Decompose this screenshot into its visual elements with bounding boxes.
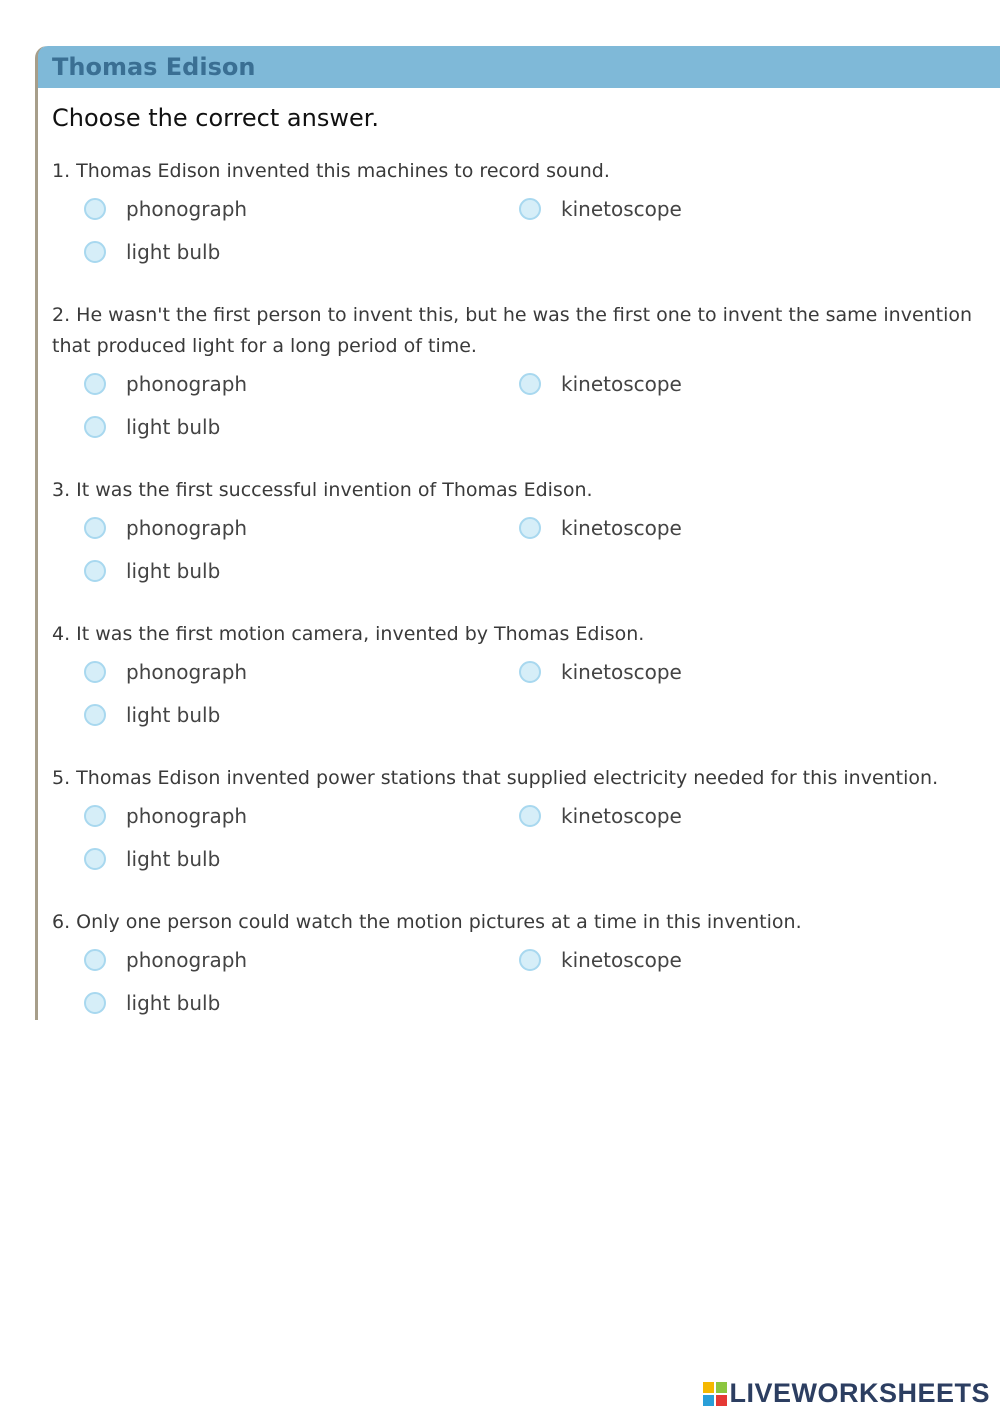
- radio-button[interactable]: [519, 661, 541, 683]
- option-label: phonograph: [126, 804, 248, 828]
- option-kinetoscope[interactable]: [519, 660, 682, 684]
- logo-text: LIVEWORKSHEETS: [729, 1378, 990, 1408]
- logo-icon: [703, 1382, 727, 1406]
- option-kinetoscope[interactable]: [519, 948, 682, 972]
- radio-button[interactable]: [84, 704, 106, 726]
- option-label: kinetoscope: [561, 516, 682, 540]
- option-kinetoscope[interactable]: [519, 372, 682, 396]
- radio-button[interactable]: [519, 373, 541, 395]
- option-label: kinetoscope: [561, 948, 682, 972]
- liveworksheets-logo: [703, 1378, 990, 1409]
- option-label: light bulb: [126, 559, 221, 583]
- option-light-bulb[interactable]: [84, 847, 220, 871]
- option-label: light bulb: [126, 703, 221, 727]
- instruction-text: Choose the correct answer.: [52, 104, 380, 132]
- option-phonograph[interactable]: [84, 804, 247, 828]
- option-label: kinetoscope: [561, 372, 682, 396]
- panel-title: Thomas Edison: [52, 53, 256, 81]
- panel-header: [38, 46, 1000, 88]
- question-2: [52, 300, 987, 452]
- option-label: kinetoscope: [561, 804, 682, 828]
- option-label: kinetoscope: [561, 197, 682, 221]
- options-group: [52, 794, 987, 884]
- radio-button[interactable]: [84, 517, 106, 539]
- option-label: phonograph: [126, 372, 248, 396]
- radio-button[interactable]: [519, 517, 541, 539]
- radio-button[interactable]: [519, 198, 541, 220]
- options-group: [52, 650, 987, 740]
- option-phonograph[interactable]: [84, 372, 247, 396]
- radio-button[interactable]: [84, 241, 106, 263]
- option-label: phonograph: [126, 516, 248, 540]
- option-light-bulb[interactable]: [84, 559, 220, 583]
- radio-button[interactable]: [84, 198, 106, 220]
- option-label: light bulb: [126, 240, 221, 264]
- option-label: kinetoscope: [561, 660, 682, 684]
- options-group: [52, 362, 987, 452]
- radio-button[interactable]: [84, 992, 106, 1014]
- question-text: 1. Thomas Edison invented this machines to record sound.: [52, 160, 610, 182]
- options-group: [52, 187, 987, 277]
- options-group: [52, 506, 987, 596]
- option-kinetoscope[interactable]: [519, 516, 682, 540]
- question-text: 6. Only one person could watch the motion pictures at a time in this invention.: [52, 911, 802, 933]
- radio-button[interactable]: [84, 661, 106, 683]
- option-phonograph[interactable]: [84, 660, 247, 684]
- option-phonograph[interactable]: [84, 948, 247, 972]
- radio-button[interactable]: [84, 949, 106, 971]
- option-label: light bulb: [126, 847, 221, 871]
- option-kinetoscope[interactable]: [519, 804, 682, 828]
- option-phonograph[interactable]: [84, 516, 247, 540]
- option-label: phonograph: [126, 660, 248, 684]
- option-light-bulb[interactable]: [84, 240, 220, 264]
- radio-button[interactable]: [84, 805, 106, 827]
- question-text: 3. It was the first successful invention of Thomas Edison.: [52, 479, 593, 501]
- option-label: light bulb: [126, 991, 221, 1015]
- option-light-bulb[interactable]: [84, 991, 220, 1015]
- option-label: light bulb: [126, 415, 221, 439]
- radio-button[interactable]: [519, 949, 541, 971]
- option-label: phonograph: [126, 948, 248, 972]
- radio-button[interactable]: [84, 373, 106, 395]
- radio-button[interactable]: [84, 848, 106, 870]
- question-3: [52, 475, 987, 596]
- radio-button[interactable]: [84, 560, 106, 582]
- quiz-panel: [35, 46, 1000, 1020]
- option-label: phonograph: [126, 197, 248, 221]
- option-kinetoscope[interactable]: [519, 197, 682, 221]
- option-light-bulb[interactable]: [84, 703, 220, 727]
- question-1: [52, 156, 987, 277]
- options-group: [52, 938, 987, 1028]
- option-phonograph[interactable]: [84, 197, 247, 221]
- radio-button[interactable]: [84, 416, 106, 438]
- question-5: [52, 763, 987, 884]
- question-text: 5. Thomas Edison invented power stations that supplied electricity needed for this invention.: [52, 767, 939, 789]
- option-light-bulb[interactable]: [84, 415, 220, 439]
- question-4: [52, 619, 987, 740]
- question-text: 4. It was the first motion camera, invented by Thomas Edison.: [52, 623, 645, 645]
- question-text: 2. He wasn't the first person to invent this, but he was the first one to invent the same invention that produced light for a long period of time.: [52, 304, 973, 357]
- radio-button[interactable]: [519, 805, 541, 827]
- question-6: [52, 907, 987, 1028]
